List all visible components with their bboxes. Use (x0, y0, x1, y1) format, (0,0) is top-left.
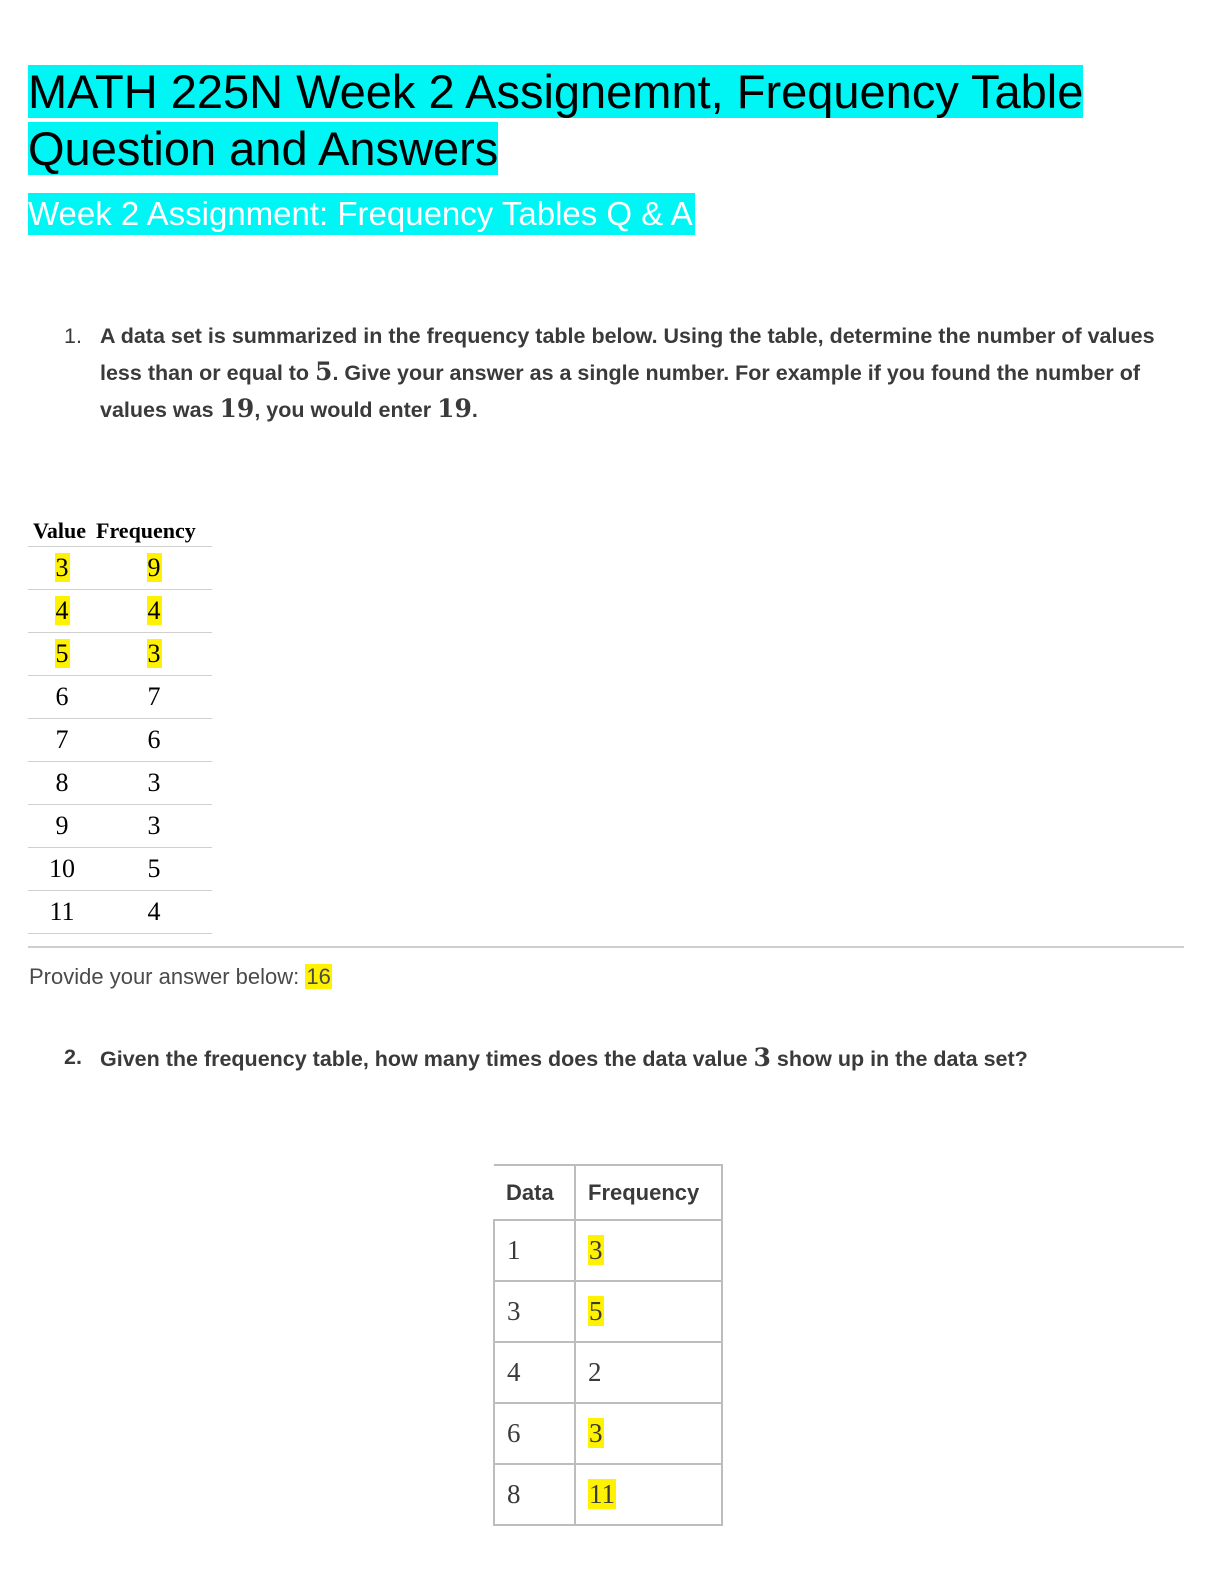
column-header-frequency: Frequency (96, 516, 212, 547)
table-row (28, 762, 212, 805)
cell-frequency (96, 762, 212, 805)
cell-data-text: 4 (507, 1357, 521, 1387)
frequency-table-2 (493, 1164, 723, 1526)
question-1 (64, 319, 1174, 429)
cell-value (28, 891, 96, 934)
question-1-value-b: 19 (219, 394, 255, 423)
column-header-frequency: Frequency (575, 1165, 722, 1220)
question-1-text (100, 319, 1174, 428)
cell-frequency-text: 4 (147, 596, 161, 625)
answer-1 (29, 962, 332, 992)
question-2-text-part1: Given the frequency table, how many times does the data value (100, 1047, 754, 1071)
cell-value (28, 848, 96, 891)
cell-value (28, 719, 96, 762)
question-2 (64, 1040, 1174, 1080)
table-row (28, 547, 212, 590)
cell-value-text: 11 (49, 897, 75, 926)
document-title (28, 63, 1188, 177)
question-1-text-part3: , you would enter (254, 398, 438, 422)
table-row (494, 1220, 722, 1281)
answer-label: Provide your answer below: (29, 964, 306, 989)
cell-value-text: 5 (55, 639, 69, 668)
cell-data-text: 3 (507, 1296, 521, 1326)
cell-frequency (575, 1281, 722, 1342)
cell-data (494, 1403, 575, 1464)
cell-data (494, 1464, 575, 1525)
question-1-value-c: 19 (437, 394, 472, 423)
cell-frequency-text: 9 (147, 553, 161, 582)
cell-frequency-text: 3 (589, 1235, 603, 1265)
column-header-data: Data (494, 1165, 575, 1220)
frequency-table-1 (28, 516, 212, 934)
cell-data (494, 1281, 575, 1342)
cell-frequency-text: 6 (147, 725, 161, 754)
cell-frequency-text: 5 (147, 854, 161, 883)
cell-frequency-text: 3 (147, 768, 161, 797)
cell-value (28, 633, 96, 676)
table-row (28, 891, 212, 934)
cell-value-text: 7 (55, 725, 69, 754)
cell-frequency-text: 4 (147, 897, 161, 926)
cell-frequency-text: 5 (589, 1296, 603, 1326)
cell-value-text: 4 (55, 596, 69, 625)
cell-frequency (575, 1464, 722, 1525)
cell-frequency-text: 3 (147, 639, 161, 668)
table-row (494, 1464, 722, 1525)
document-subtitle: Week 2 Assignment: Frequency Tables Q & A (28, 193, 695, 235)
cell-data-text: 6 (507, 1418, 521, 1448)
cell-frequency (575, 1342, 722, 1403)
table-header-row (494, 1165, 722, 1220)
cell-value-text: 9 (55, 811, 69, 840)
question-2-text (100, 1040, 1028, 1077)
cell-frequency (96, 590, 212, 633)
section-divider (28, 946, 1184, 948)
cell-frequency (96, 848, 212, 891)
frequency-table-2-body (494, 1220, 722, 1525)
cell-value-text: 6 (55, 682, 69, 711)
question-2-number: 2. (64, 1045, 82, 1069)
cell-data-text: 1 (507, 1235, 521, 1265)
cell-frequency-text: 11 (589, 1479, 615, 1509)
table-row (28, 805, 212, 848)
table-row (494, 1342, 722, 1403)
cell-frequency (96, 547, 212, 590)
cell-frequency (575, 1403, 722, 1464)
cell-value (28, 676, 96, 719)
table-header-row (28, 516, 212, 547)
cell-frequency-text: 3 (147, 811, 161, 840)
cell-data (494, 1220, 575, 1281)
cell-value (28, 590, 96, 633)
table-row (28, 676, 212, 719)
cell-value (28, 547, 96, 590)
frequency-table-1-body (28, 547, 212, 934)
cell-frequency (575, 1220, 722, 1281)
question-2-text-part2: show up in the data set? (770, 1047, 1028, 1071)
cell-data (494, 1342, 575, 1403)
cell-value-text: 8 (55, 768, 69, 797)
cell-value (28, 762, 96, 805)
cell-value-text: 3 (55, 553, 69, 582)
table-row (494, 1281, 722, 1342)
cell-frequency-text: 3 (589, 1418, 603, 1448)
cell-data-text: 8 (507, 1479, 521, 1509)
answer-value: 16 (306, 964, 331, 989)
cell-frequency-text: 2 (588, 1357, 602, 1387)
cell-frequency (96, 805, 212, 848)
cell-value (28, 805, 96, 848)
table-row (28, 848, 212, 891)
document-title-text: MATH 225N Week 2 Assignemnt, Frequency Table Question and Answers (28, 65, 1084, 175)
cell-frequency (96, 719, 212, 762)
cell-value-text: 10 (49, 854, 75, 883)
question-1-value-a: 5 (315, 357, 333, 386)
column-header-value: Value (28, 516, 96, 547)
table-row (494, 1403, 722, 1464)
question-1-number: 1. (64, 324, 82, 348)
cell-frequency-text: 7 (147, 682, 161, 711)
question-1-text-part1: A data set is summarized in the frequency table below. Using the table, determine the number of values less than or equal to (100, 324, 1155, 385)
table-row (28, 719, 212, 762)
table-row (28, 633, 212, 676)
question-2-value-a: 3 (753, 1043, 771, 1072)
table-row (28, 590, 212, 633)
question-1-text-part2: . Give your answer as a single number. For example if you found the number of values was (100, 361, 1141, 422)
question-1-text-part4: . (471, 398, 478, 422)
cell-frequency (96, 676, 212, 719)
cell-frequency (96, 633, 212, 676)
cell-frequency (96, 891, 212, 934)
